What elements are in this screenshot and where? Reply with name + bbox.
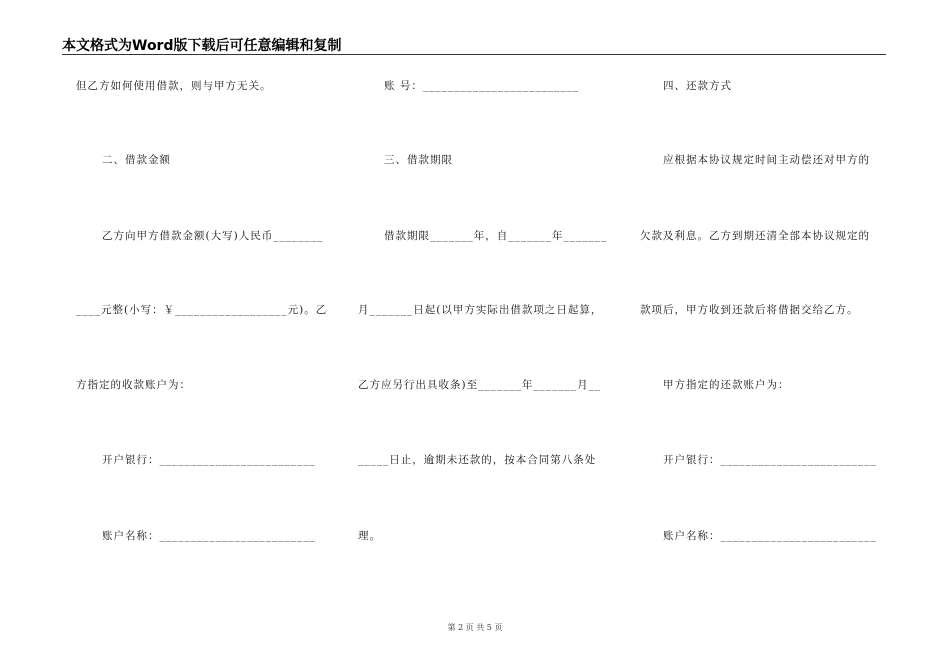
middle-heading-loan-term: 三、借款期限 [384, 154, 453, 166]
right-bank-field: 开户银行：_________________________ [663, 454, 877, 466]
page-header [62, 34, 886, 55]
header-title: 本文格式为Word版下载后可任意编辑和复制 [62, 38, 342, 54]
middle-line-4: 月_______日起(以甲方实际出借款项之日起算， [358, 304, 603, 316]
middle-line-5: 乙方应另行出具收条)至_______年_______月__ [358, 379, 602, 391]
left-bank-field: 开户银行：_________________________ [102, 454, 316, 466]
middle-account-number-field: 账 号：_________________________ [384, 80, 580, 92]
right-line-3: 欠款及利息。乙方到期还清全部本协议规定的 [640, 230, 870, 242]
right-line-2: 应根据本协议规定时间主动偿还对甲方的 [663, 154, 870, 166]
page-footer: 第 2 页 共 5 页 [447, 623, 503, 632]
right-line-4: 款项后，甲方收到还款后将借据交给乙方。 [640, 304, 859, 316]
left-line-1: 但乙方如何使用借款，则与甲方无关。 [76, 80, 272, 92]
middle-line-7: 理。 [358, 530, 381, 542]
left-line-3: 乙方向甲方借款金额(大写)人民币________ [102, 230, 324, 242]
left-line-5: 方指定的收款账户为： [76, 379, 191, 391]
left-line-4: ____元整(小写：￥__________________元)。乙 [76, 304, 328, 316]
right-heading-repayment: 四、还款方式 [663, 80, 732, 92]
right-account-name-field: 账户名称：_________________________ [663, 530, 877, 542]
middle-line-6: _____日止，逾期未还款的，按本合同第八条处 [358, 454, 597, 466]
middle-line-3: 借款期限_______年，自_______年_______ [384, 230, 608, 242]
left-account-name-field: 账户名称：_________________________ [102, 530, 316, 542]
left-heading-loan-amount: 二、借款金额 [102, 154, 171, 166]
right-line-5: 甲方指定的还款账户为： [663, 379, 790, 391]
